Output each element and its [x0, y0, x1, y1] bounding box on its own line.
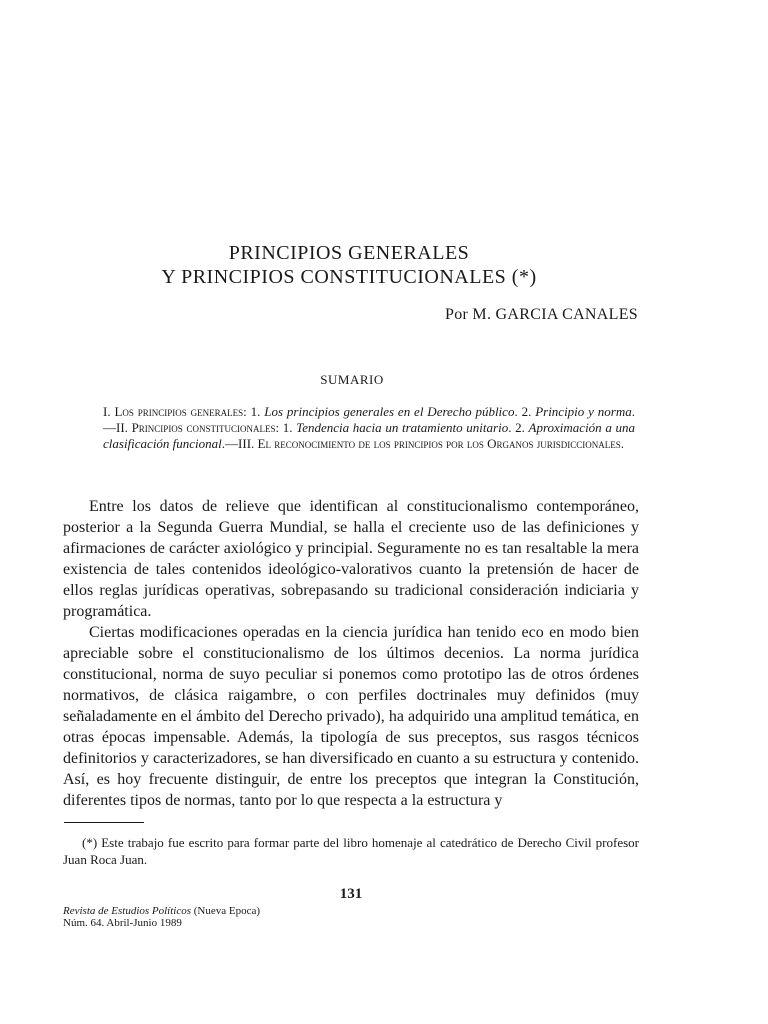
sumario-subsection: Tendencia hacia un tratamiento unitario — [296, 420, 509, 435]
sumario-subsection: Aproximación a una clasificación funcional — [103, 420, 635, 451]
sumario-text: I. — [103, 404, 115, 419]
sumario-text: . 2. — [508, 420, 529, 435]
sumario-subsection: Principio y norma — [535, 404, 632, 419]
sumario-text: . 2. — [514, 404, 536, 419]
footnote-divider — [64, 822, 144, 823]
article-title-line-2: Y PRINCIPIOS CONSTITUCIONALES (*) — [161, 266, 537, 288]
article-body — [63, 496, 639, 811]
sumario-section: Principios constitucionales — [131, 420, 276, 435]
sumario-contents — [103, 404, 635, 452]
sumario-heading: SUMARIO — [320, 372, 384, 387]
footnote — [63, 834, 639, 868]
sumario-section: El reconocimiento de los principios por los Organos jurisdiccionales — [257, 436, 621, 451]
body-paragraph: Entre los datos de relieve que identifican al constitucionalismo contemporáneo, posterior a la Segunda Guerra Mundial, se halla el creciente uso de las definiciones y afirmaciones de carácter axiológico y principial. Seguramente no es tan resaltable la mera existencia de tales contenidos ideológico-valorativos cuanto la pretensión de hacer de ellos reglas jurídicas operativas, sobrepasando su tradicional consideración indiciaria y programática. — [63, 498, 639, 620]
author-byline: Por M. GARCIA CANALES — [445, 306, 638, 323]
sumario-text: : 1. — [243, 404, 265, 419]
journal-edition: (Nueva Epoca) — [191, 905, 261, 917]
article-title-line-1: PRINCIPIOS GENERALES — [228, 242, 470, 264]
sumario-text: .—II. — [103, 404, 635, 435]
journal-issue: Núm. 64. Abril-Junio 1989 — [63, 917, 182, 929]
footnote-text: (*) Este trabajo fue escrito para formar parte del libro homenaje al catedrático de Derecho Civil profesor Juan Roca Juan. — [63, 835, 639, 867]
sumario-subsection: Los principios generales en el Derecho público — [264, 404, 515, 419]
sumario-section: Los principios generales — [114, 404, 244, 419]
journal-name: Revista de Estudios Políticos — [63, 905, 192, 917]
sumario-text: : 1. — [275, 420, 297, 435]
sumario-text: .—III. — [221, 436, 258, 451]
sumario-text: . — [620, 436, 624, 451]
body-paragraph: Ciertas modificaciones operadas en la ciencia jurídica han tenido eco en modo bien apreciable sobre el constitucionalismo de los últimos decenios. La norma jurídica constitucional, norma de suyo peculiar si ponemos como prototipo las de otros órdenes normativos, de clásica raigambre, o con perfiles doctrinales muy definidos (muy señaladamente en el ámbito del Derecho privado), ha adquirido una amplitud temática, en otras épocas impensable. Además, la tipología de sus preceptos, sus rasgos técnicos definitorios y caracterizadores, se han diversificado en cuanto a su estructura y contenido. Así, es hoy frecuente distinguir, de entre los preceptos que integran la Constitución, diferentes tipos de normas, tanto por lo que respecta a la estructura y — [63, 624, 639, 809]
page-number: 131 — [339, 886, 363, 902]
journal-citation — [63, 905, 260, 929]
